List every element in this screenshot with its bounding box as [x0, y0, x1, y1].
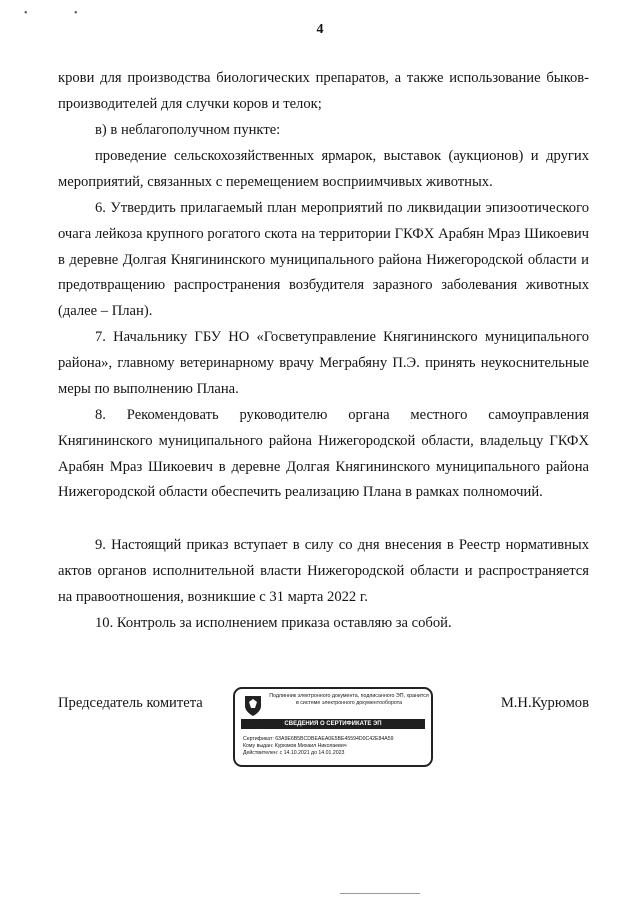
signer-name: М.Н.Курюмов — [500, 695, 589, 711]
stamp-band: СВЕДЕНИЯ О СЕРТИФИКАТЕ ЭП — [241, 719, 425, 729]
paragraph-item-6: 6. Утвердить прилагаемый план мероприятий по ликвидации эпизоотического очага лейкоза крупного рогатого скота на территории ГКФХ Арабян Мраз Шикоевич в деревне Долгая Княгининского муниципального района Нижегородской области и предотвращению распространения возбудителя заразного заболевания животных (далее – План). — [58, 200, 589, 320]
paragraph-item-7: 7. Начальнику ГБУ НО «Госветуправление Княгининского муниципального района», главному ветеринарному врачу Меграбяну П.Э. принять неукоснительные меры по выполнению Плана. — [58, 329, 589, 397]
stamp-header: Подлинник электронного документа, подписанного ЭП, хранится в системе электронного документооборота — [269, 693, 429, 706]
stamp-certificate: Сертификат: 63A9E6B5BCDBEAEA0E5BE45594D0C42E84A59 — [243, 736, 394, 742]
margin-marks: • • — [24, 8, 100, 19]
coat-of-arms-icon — [243, 694, 263, 718]
page-number: 4 — [316, 22, 324, 37]
paragraph-events: проведение сельскохозяйственных ярмарок, выставок (аукционов) и других мероприятий, связанных с перемещением восприимчивых животных. — [58, 148, 589, 190]
bottom-divider — [340, 893, 420, 894]
paragraph-item-8: 8. Рекомендовать руководителю органа местного самоуправления Княгининского муниципального района Нижегородской области, владельцу ГКФХ Арабян Мраз Шикоевич в деревне Долгая Княгининского муниципального района Нижегородской области обеспечить реализацию Плана в рамках полномочий. — [58, 407, 589, 501]
signature-block — [58, 691, 589, 771]
paragraph-item-10: 10. Контроль за исполнением приказа оставляю за собой. — [95, 615, 452, 631]
paragraph-item-9: 9. Настоящий приказ вступает в силу со дня внесения в Реестр нормативных актов органов исполнительной власти Нижегородской области и распространяется на правоотношения, возникшие с 31 марта 2022 г. — [58, 537, 589, 605]
stamp-validity: Действителен: с 14.10.2021 до 14.01.2023 — [243, 750, 345, 756]
paragraph-subitem-v: в) в неблагополучном пункте: — [95, 122, 281, 138]
paragraph-continuation: крови для производства биологических препаратов, а также использование быков-производителей для случки коров и телок; — [58, 70, 589, 112]
electronic-signature-stamp — [233, 687, 433, 767]
signer-title: Председатель комитета — [58, 695, 203, 711]
stamp-issued-to: Кому выдан: Курюмов Михаил Николаевич — [243, 743, 347, 749]
